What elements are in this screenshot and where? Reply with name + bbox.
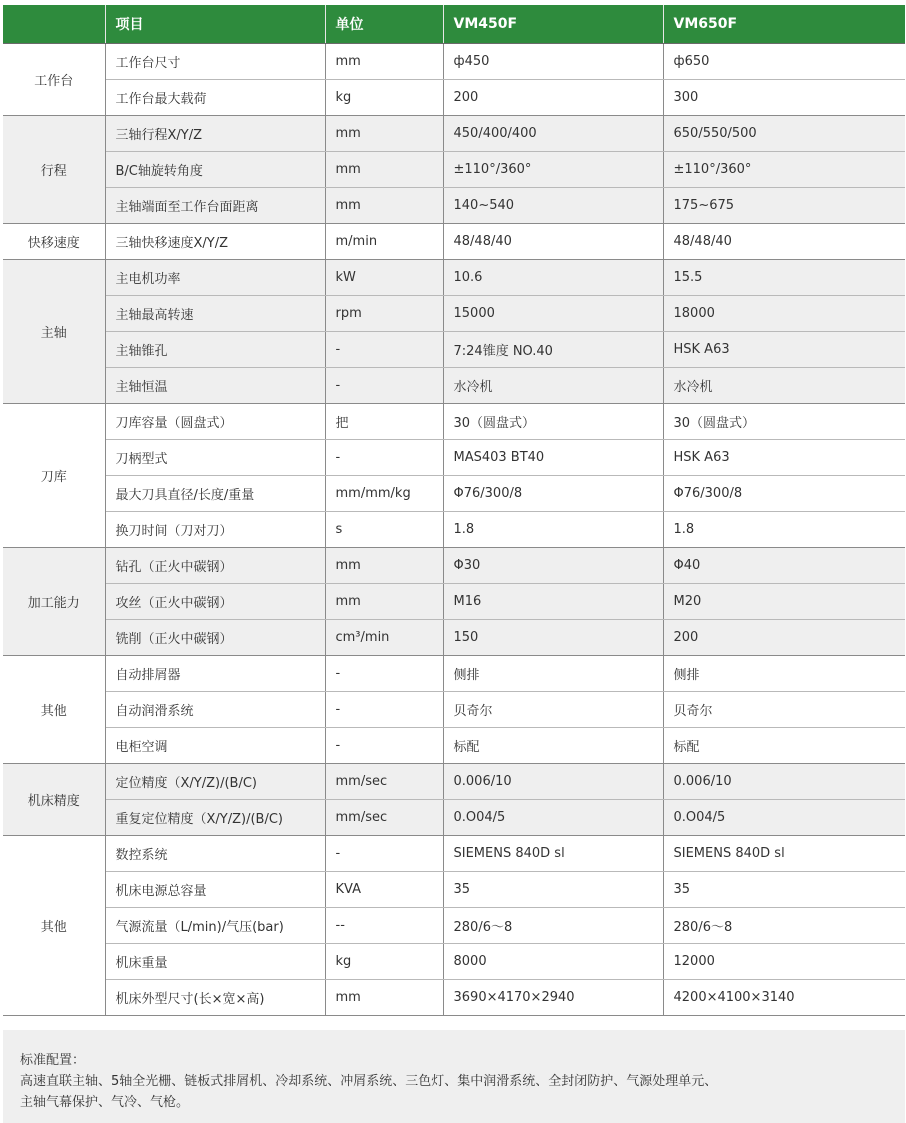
- spec-table: [3, 5, 905, 1016]
- category-cell: 工作台: [3, 44, 105, 116]
- unit-cell: -: [325, 836, 443, 872]
- unit-cell: m/min: [325, 224, 443, 260]
- item-cell: 三轴快移速度X/Y/Z: [105, 224, 325, 260]
- item-cell: 三轴行程X/Y/Z: [105, 116, 325, 152]
- table-row: [3, 44, 905, 80]
- vm650f-value-cell: 4200×4100×3140: [663, 980, 905, 1016]
- vm650f-value-cell: Φ76/300/8: [663, 476, 905, 512]
- vm650f-value-cell: 35: [663, 872, 905, 908]
- unit-cell: rpm: [325, 296, 443, 332]
- item-cell: 主轴端面至工作台面距离: [105, 188, 325, 224]
- vm650f-value-cell: 300: [663, 80, 905, 116]
- vm650f-value-cell: 48/48/40: [663, 224, 905, 260]
- footer-heading: 标准配置：: [20, 1053, 86, 1068]
- table-row: [3, 764, 905, 800]
- standard-config-footer: [3, 1030, 905, 1123]
- table-row: [3, 368, 905, 404]
- vm450f-value-cell: 3690×4170×2940: [443, 980, 663, 1016]
- table-row: [3, 224, 905, 260]
- unit-cell: 把: [325, 404, 443, 440]
- vm450f-value-cell: Φ76/300/8: [443, 476, 663, 512]
- vm450f-value-cell: 标配: [443, 728, 663, 764]
- unit-cell: mm: [325, 116, 443, 152]
- unit-cell: --: [325, 908, 443, 944]
- vm650f-value-cell: 12000: [663, 944, 905, 980]
- table-body: [3, 44, 905, 1016]
- vm650f-value-cell: 650/550/500: [663, 116, 905, 152]
- item-cell: 主轴最高转速: [105, 296, 325, 332]
- vm450f-value-cell: 水冷机: [443, 368, 663, 404]
- table-row: [3, 296, 905, 332]
- item-cell: 攻丝（正火中碳钢）: [105, 584, 325, 620]
- table-row: [3, 836, 905, 872]
- table-row: [3, 728, 905, 764]
- vm650f-value-cell: Φ40: [663, 548, 905, 584]
- table-row: [3, 548, 905, 584]
- unit-cell: mm/sec: [325, 764, 443, 800]
- table-row: [3, 584, 905, 620]
- item-cell: 刀柄型式: [105, 440, 325, 476]
- vm450f-value-cell: 10.6: [443, 260, 663, 296]
- item-cell: B/C轴旋转角度: [105, 152, 325, 188]
- table-header: [3, 5, 905, 44]
- vm650f-value-cell: 0.O04/5: [663, 800, 905, 836]
- vm650f-value-cell: 15.5: [663, 260, 905, 296]
- vm450f-value-cell: 7:24锥度 NO.40: [443, 332, 663, 368]
- footer-line-1: 高速直联主轴、5轴全光栅、链板式排屑机、冷却系统、冲屑系统、三色灯、集中润滑系统、全封闭防护、气源处理单元、: [20, 1074, 718, 1089]
- vm650f-value-cell: 侧排: [663, 656, 905, 692]
- category-cell: 加工能力: [3, 548, 105, 656]
- table-row: [3, 152, 905, 188]
- vm450f-value-cell: Φ30: [443, 548, 663, 584]
- vm450f-value-cell: 0.O04/5: [443, 800, 663, 836]
- table-row: [3, 620, 905, 656]
- vm450f-value-cell: 侧排: [443, 656, 663, 692]
- item-cell: 钻孔（正火中碳钢）: [105, 548, 325, 584]
- item-cell: 最大刀具直径/长度/重量: [105, 476, 325, 512]
- vm450f-value-cell: 450/400/400: [443, 116, 663, 152]
- vm450f-value-cell: 1.8: [443, 512, 663, 548]
- vm450f-value-cell: 200: [443, 80, 663, 116]
- unit-cell: -: [325, 332, 443, 368]
- table-row: [3, 692, 905, 728]
- unit-cell: mm: [325, 584, 443, 620]
- unit-cell: KVA: [325, 872, 443, 908]
- category-cell: 其他: [3, 656, 105, 764]
- unit-cell: mm: [325, 152, 443, 188]
- unit-cell: mm: [325, 44, 443, 80]
- table-row: [3, 980, 905, 1016]
- item-cell: 机床电源总容量: [105, 872, 325, 908]
- category-cell: 机床精度: [3, 764, 105, 836]
- item-cell: 换刀时间（刀对刀）: [105, 512, 325, 548]
- unit-cell: kW: [325, 260, 443, 296]
- vm650f-value-cell: 贝奇尔: [663, 692, 905, 728]
- item-cell: 自动润滑系统: [105, 692, 325, 728]
- table-row: [3, 188, 905, 224]
- vm450f-value-cell: 150: [443, 620, 663, 656]
- table-row: [3, 944, 905, 980]
- unit-cell: mm/mm/kg: [325, 476, 443, 512]
- vm650f-value-cell: ±110°/360°: [663, 152, 905, 188]
- item-cell: 机床重量: [105, 944, 325, 980]
- vm650f-value-cell: 200: [663, 620, 905, 656]
- vm450f-value-cell: SIEMENS 840D sl: [443, 836, 663, 872]
- item-cell: 气源流量（L/min)/气压(bar): [105, 908, 325, 944]
- unit-cell: -: [325, 692, 443, 728]
- vm450f-value-cell: 140~540: [443, 188, 663, 224]
- vm650f-value-cell: 18000: [663, 296, 905, 332]
- table-row: [3, 404, 905, 440]
- vm650f-value-cell: M20: [663, 584, 905, 620]
- header-item: 项目: [105, 5, 325, 44]
- item-cell: 数控系统: [105, 836, 325, 872]
- vm650f-value-cell: 0.006/10: [663, 764, 905, 800]
- vm450f-value-cell: 0.006/10: [443, 764, 663, 800]
- table-row: [3, 476, 905, 512]
- table-row: [3, 80, 905, 116]
- item-cell: 电柜空调: [105, 728, 325, 764]
- category-cell: 刀库: [3, 404, 105, 548]
- vm450f-value-cell: 48/48/40: [443, 224, 663, 260]
- header-unit: 单位: [325, 5, 443, 44]
- vm450f-value-cell: 35: [443, 872, 663, 908]
- item-cell: 自动排屑器: [105, 656, 325, 692]
- unit-cell: mm/sec: [325, 800, 443, 836]
- unit-cell: -: [325, 368, 443, 404]
- footer-line-2: 主轴气幕保护、气冷、气枪。: [20, 1095, 190, 1110]
- vm450f-value-cell: MAS403 BT40: [443, 440, 663, 476]
- vm650f-value-cell: 175~675: [663, 188, 905, 224]
- vm450f-value-cell: ф450: [443, 44, 663, 80]
- unit-cell: -: [325, 728, 443, 764]
- header-row: [3, 5, 905, 44]
- item-cell: 刀库容量（圆盘式）: [105, 404, 325, 440]
- category-cell: 行程: [3, 116, 105, 224]
- vm650f-value-cell: 30（圆盘式）: [663, 404, 905, 440]
- category-cell: 主轴: [3, 260, 105, 404]
- vm450f-value-cell: 15000: [443, 296, 663, 332]
- item-cell: 重复定位精度（X/Y/Z)/(B/C): [105, 800, 325, 836]
- header-category-cell: [3, 5, 105, 44]
- table-row: [3, 872, 905, 908]
- unit-cell: mm: [325, 980, 443, 1016]
- table-row: [3, 440, 905, 476]
- vm650f-value-cell: 水冷机: [663, 368, 905, 404]
- item-cell: 主轴恒温: [105, 368, 325, 404]
- item-cell: 主电机功率: [105, 260, 325, 296]
- item-cell: 工作台尺寸: [105, 44, 325, 80]
- table-row: [3, 908, 905, 944]
- unit-cell: cm³/min: [325, 620, 443, 656]
- unit-cell: kg: [325, 80, 443, 116]
- item-cell: 铣削（正火中碳钢）: [105, 620, 325, 656]
- unit-cell: s: [325, 512, 443, 548]
- table-row: [3, 512, 905, 548]
- unit-cell: mm: [325, 188, 443, 224]
- vm650f-value-cell: 1.8: [663, 512, 905, 548]
- unit-cell: -: [325, 440, 443, 476]
- vm450f-value-cell: 8000: [443, 944, 663, 980]
- table-row: [3, 656, 905, 692]
- vm450f-value-cell: 280/6～8: [443, 908, 663, 944]
- category-cell: 其他: [3, 836, 105, 1016]
- vm650f-value-cell: 标配: [663, 728, 905, 764]
- table-row: [3, 800, 905, 836]
- vm650f-value-cell: ф650: [663, 44, 905, 80]
- table-row: [3, 260, 905, 296]
- vm650f-value-cell: 280/6～8: [663, 908, 905, 944]
- vm650f-value-cell: HSK A63: [663, 440, 905, 476]
- vm650f-value-cell: SIEMENS 840D sl: [663, 836, 905, 872]
- vm450f-value-cell: 贝奇尔: [443, 692, 663, 728]
- item-cell: 主轴锥孔: [105, 332, 325, 368]
- item-cell: 工作台最大载荷: [105, 80, 325, 116]
- unit-cell: mm: [325, 548, 443, 584]
- category-cell: 快移速度: [3, 224, 105, 260]
- vm450f-value-cell: 30（圆盘式）: [443, 404, 663, 440]
- table-row: [3, 116, 905, 152]
- vm450f-value-cell: M16: [443, 584, 663, 620]
- vm450f-value-cell: ±110°/360°: [443, 152, 663, 188]
- unit-cell: -: [325, 656, 443, 692]
- item-cell: 定位精度（X/Y/Z)/(B/C): [105, 764, 325, 800]
- header-model-vm650f: VM650F: [663, 5, 905, 44]
- header-model-vm450f: VM450F: [443, 5, 663, 44]
- vm650f-value-cell: HSK A63: [663, 332, 905, 368]
- unit-cell: kg: [325, 944, 443, 980]
- item-cell: 机床外型尺寸(长×宽×高): [105, 980, 325, 1016]
- table-row: [3, 332, 905, 368]
